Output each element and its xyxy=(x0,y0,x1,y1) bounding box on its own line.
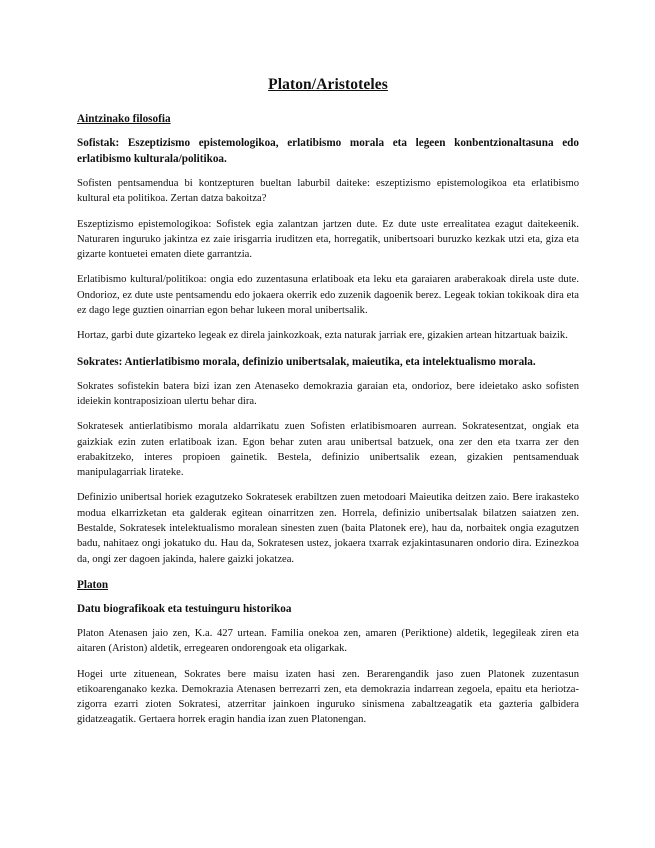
subsection-heading: Datu biografikoak eta testuinguru historikoa xyxy=(77,602,292,615)
section-heading: Platon xyxy=(77,578,109,591)
subsection-heading: Sokrates: Antierlatibismo morala, definizio unibertsalak, maieutika, eta intelektualismo morala. xyxy=(77,355,536,368)
paragraph: Erlatibismo kultural/politikoa: ongia edo zuzentasuna erlatiboak eta leku eta garaiaren araberakoak direla uste dute. Ondorioz, ez dute uste pentsamendu edo jokaera okerrik edo zuzenik dagoenik berez. Legeak tokian tokikoak dira eta ez dago lege guztien oinarrian egon behar lukeen moral unibertsalik. xyxy=(77,274,579,317)
document-title: Platon/Aristoteles xyxy=(268,76,388,93)
paragraph: Sokrates sofistekin batera bizi izan zen Atenaseko demokrazia garaian eta, ondorioz, bere ideietako asko sofisten ideiekin kontraposizioan ulertu behar dira. xyxy=(77,380,579,407)
paragraph: Platon Atenasen jaio zen, K.a. 427 urtean. Familia onekoa zen, amaren (Periktione) aldetik, legegileak ziren eta aitaren (Ariston) aldetik, erregearen ondorengoak eta oligarkak. xyxy=(77,627,579,655)
paragraph: Hogei urte zituenean, Sokrates bere maisu izaten hasi zen. Berarengandik jaso zuen Platonek zuzentasun etikoarenganako kezka. Demokrazia Atenasen berrezarri zen, eta demokrazia indarrean zegoela, epaitu eta heriotza-zigorra ezarri zioten Sokratesi, atzerritar jainkoen inguruko sinismena zabaltzeagatik eta gazteria galbidera gidatzeagatik. Gertaera horrek eragin handia izan zuen Platonengan. xyxy=(77,668,579,726)
section-heading: Aintzinako filosofia xyxy=(77,113,171,125)
subsection-heading: Sofistak: Eszeptizismo epistemologikoa, erlatibismo morala eta legeen konbentzionaltasuna edo erlatibismo kulturala/politikoa. xyxy=(77,137,579,165)
paragraph: Sofisten pentsamendua bi kontzepturen bueltan laburbil daiteke: eszeptizismo epistemologikoa eta erlatibismo kultural eta politikoa. Zertan datza bakoitza? xyxy=(77,178,579,205)
paragraph: Eszeptizismo epistemologikoa: Sofistek egia zalantzan jartzen dute. Ez dute uste errealitatea ezagut daitekeenik. Naturaren inguruko jakintza ez zaie irisgarria iruditzen eta, horregatik, unibertsoari buruzko kezkak utzi eta, giza eta gizarte kontuetei ematen diete garrantzia. xyxy=(77,218,579,261)
paragraph: Definizio unibertsal horiek ezagutzeko Sokratesek erabiltzen zuen metodoari Maieutika deitzen zaio. Bere irakasteko modua elkarrizketan eta galderak egitean oinarritzen zen. Horrela, definizio unibertsalak bilatzen saiatzen zen. Bestalde, Sokratesek intelektualismo moralean sinesten zuen (baita Platonek ere), hau da, norbaitek ongia ezagutzen badu, nahitaez ongi jokatuko du. Hau da, Sokratesen ustez, jokaera txarrak ezjakintasunaren ondorio dira. Ezinezkoa da, ongi zer dagoen jakinda, halere gaizki jokatzea. xyxy=(77,492,579,565)
paragraph: Hortaz, garbi dute gizarteko legeak ez direla jainkozkoak, ezta naturak jarriak ere, gizakien artean hitzartuak baizik. xyxy=(77,330,568,342)
paragraph: Sokratesek antierlatibismo morala aldarrikatu zuen Sofisten erlatibismoaren aurrean. Sokratesentzat, ongiak eta gaizkiak ezin zuten erlatiboak izan. Egon behar zuten arau unibertsal batzuek, ona zer den eta txarra zer den erabakitzeko, interes propioen gainetik. Bestela, definizio unibertsalik ezean, gizakien pentsamenduak manipulagarriak lirateke. xyxy=(77,421,579,479)
